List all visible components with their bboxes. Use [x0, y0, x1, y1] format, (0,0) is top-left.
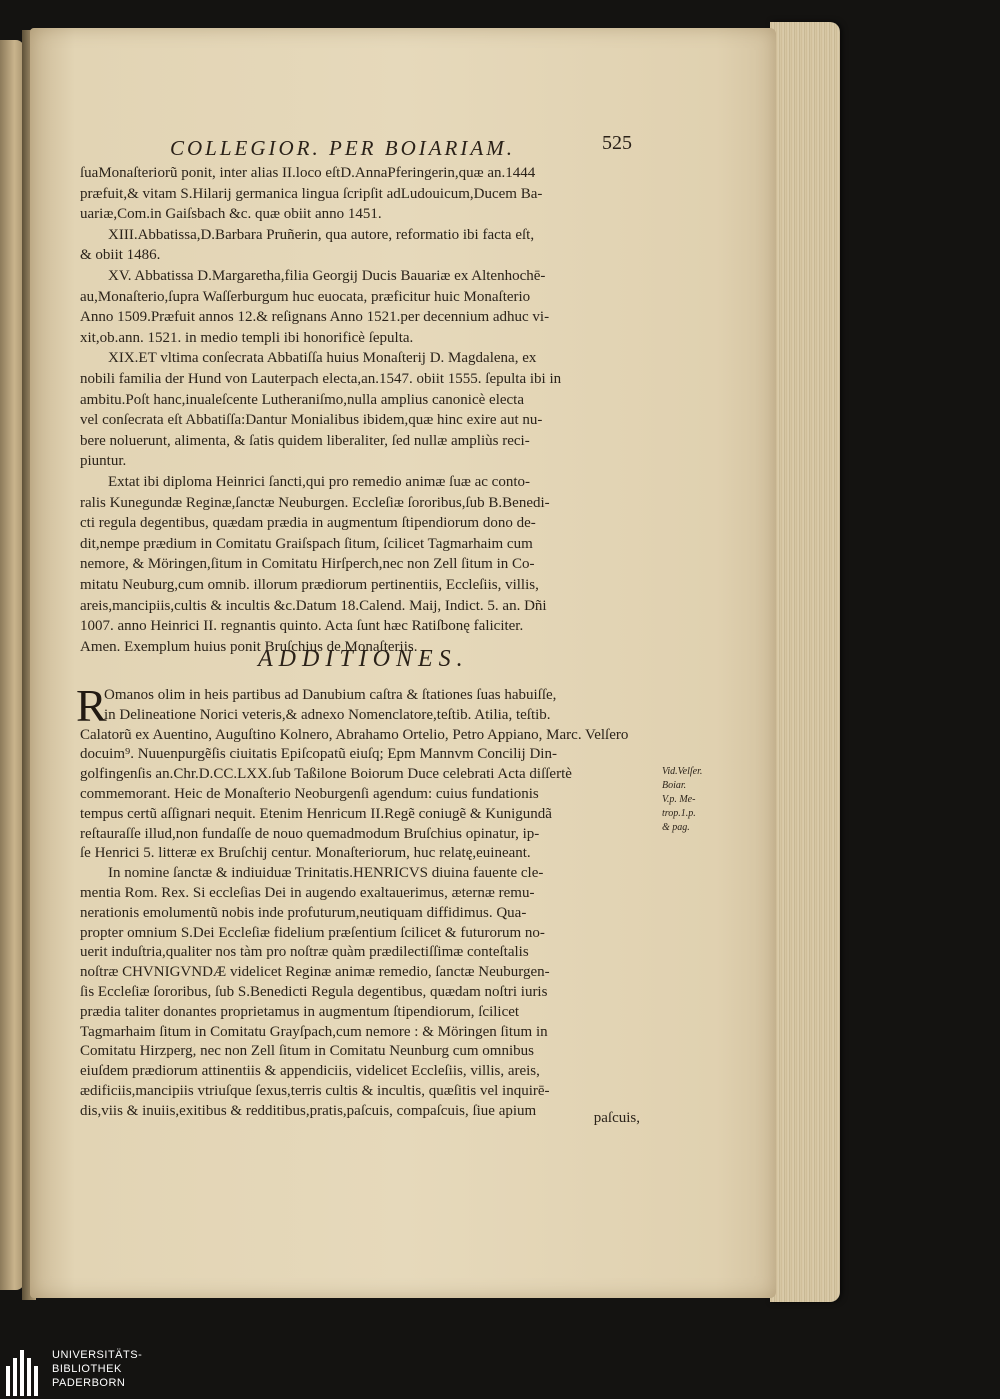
marginal-note: trop.1.p.: [662, 808, 696, 819]
library-name-line1: UNIVERSITÄTS-: [52, 1349, 143, 1361]
marginal-note: & pag.: [662, 822, 690, 833]
additions-line: propter omnium S.Dei Eccleſiæ fidelium præſentium ſcilicet & futurorum no-: [80, 924, 545, 941]
body-line: cti regula degentibus, quædam prædia in augmentum ſtipendiorum dono de-: [80, 515, 536, 532]
additions-line: In nomine ſanctæ & indiuiduæ Trinitatis.HENRICVS diuina fauente cle-: [108, 865, 544, 882]
additions-line: tempus certũ aſſignari nequit. Etenim Henricum II.Regẽ coniugẽ & Kunigundã: [80, 805, 552, 822]
additions-line: in Delineatione Norici veteris,& adnexo Nomenclatore,teſtib. Atilia, teſtib.: [104, 706, 551, 723]
library-name-line2: BIBLIOTHEK: [52, 1363, 122, 1375]
body-line: vel conſecrata eſt Abbatiſſa:Dantur Monialibus ibidem,quæ hinc exire aut nu-: [80, 412, 543, 429]
catchword: paſcuis,: [593, 1110, 640, 1126]
additions-line: dis,viis & inuiis,exitibus & redditibus,pratis,paſcuis, compaſcuis, ſiue apium: [80, 1102, 537, 1119]
body-line: XV. Abbatissa D.Margaretha,filia Georgij Ducis Bauariæ ex Altenhochē-: [108, 268, 546, 284]
additions-line: ſe Henrici 5. litteræ ex Bruſchij centur. Monaſteriorum, huc relatę,euineant.: [80, 845, 531, 862]
body-line: nemore, & Möringen,ſitum in Comitatu Hirſperch,nec non Zell ſitum in Co-: [80, 556, 535, 573]
page-number: 525: [602, 132, 632, 154]
body-line: Amen. Exemplum huius ponit Bruſchius de Monaſteriis.: [80, 638, 418, 655]
body-line: nobili familia der Hund von Lauterpach electa,an.1547. obiit 1555. ſepulta ibi in: [80, 371, 562, 387]
additions-line: noſtræ CHVNIGVNDÆ videlicet Reginæ animæ remedio, ſanctæ Neuburgen-: [80, 964, 550, 981]
page-stack-edge: [770, 22, 840, 1302]
library-logo: [0, 1346, 200, 1399]
additions-line: ædificiis,mancipiis vtriuſque ſexus,terris cultis & incultis, quæſitis vel inquirē-: [80, 1083, 550, 1099]
library-logo-icon: [6, 1350, 40, 1396]
additions-line: uerit induſtria,qualiter nos tàm pro noſtræ quàm prædilectiſſimæ conteſtalis: [80, 944, 529, 961]
body-line: dit,nempe prædium in Comitatu Graiſspach ſitum, ſcilicet Tagmarhaim cum: [80, 535, 533, 552]
body-line: Extat ibi diploma Heinrici ſancti,qui pro remedio animæ ſuæ ac conto-: [108, 474, 530, 490]
body-line: bere noluerunt, alimenta, & ſatis quidem liberaliter, ſed nullæ ampliùs reci-: [80, 432, 530, 449]
additions-line: golfingenſis an.Chr.D.CC.LXX.ſub Taßilone Boiorum Duce celebrati Acta diſſertè: [80, 766, 572, 783]
body-line: xit,ob.ann. 1521. in medio templi ibi honorificè ſepulta.: [80, 329, 414, 346]
body-line: præfuit,& vitam S.Hilarij germanica lingua ſcripſit adLudouicum,Ducem Ba-: [80, 185, 543, 202]
body-line: ralis Kunegundæ Reginæ,ſanctæ Neuburgen. Eccleſiæ ſororibus,ſub B.Benedi-: [80, 494, 550, 511]
drop-cap: R: [76, 680, 107, 731]
additions-line: prædia taliter donantes proprietamus in augmentum ſtipendiorum, ſcilicet: [80, 1003, 520, 1020]
body-line: au,Monaſterio,ſupra Waſſerburgum huc euocata, præficitur huic Monaſterio: [80, 288, 531, 305]
additions-line: reſtauraſſe illud,non fundaſſe de nouo quemadmodum Bruſchius opinatur, ip-: [80, 825, 540, 842]
body-line: & obiit 1486.: [80, 247, 161, 264]
additions-line: eiuſdem prædiorum attinentiis & appendiciis, videlicet Eccleſiis, villis, areis,: [80, 1063, 540, 1080]
marginal-note: V.p. Me-: [662, 794, 696, 805]
marginal-note: Vid.Velſer.: [662, 766, 703, 777]
body-line: ambitu.Poſt hanc,inualeſcente Lutheraniſmo,nulla amplius canonicè electa: [80, 391, 525, 408]
additions-line: ſis Eccleſiæ ſororibus, ſub S.Benedicti Regula degentibus, quædam noſtri iuris: [80, 984, 548, 1000]
body-line: piuntur.: [80, 453, 127, 470]
body-line: uariæ,Com.in Gaiſsbach &c. quæ obiit anno 1451.: [80, 206, 382, 223]
body-line: XIII.Abbatissa,D.Barbara Pruñerin, qua autore, reformatio ibi facta eſt,: [108, 226, 535, 243]
section-title: ADDITIONES.: [258, 646, 469, 672]
body-line: XIX.ET vltima conſecrata Abbatiſſa huius Monaſterij D. Magdalena, ex: [108, 350, 537, 367]
body-line: mitatu Neuburg,cum omnib. illorum prædiorum pertinentiis, Eccleſiis, villis,: [80, 577, 539, 593]
additions-line: commemorant. Heic de Monaſterio Neoburgenſi agendum: cuius fundationis: [80, 786, 539, 802]
additions-line: Omanos olim in heis partibus ad Danubium caſtra & ſtationes ſuas habuiſſe,: [104, 687, 557, 703]
body-line: Anno 1509.Præfuit annos 12.& reſignans Anno 1521.per decennium adhuc vi-: [80, 309, 550, 326]
left-page-edge: [0, 40, 24, 1290]
additions-line: mentia Rom. Rex. Si eccleſias Dei in augendo exaltauerimus, æternæ remu-: [80, 885, 535, 901]
additions-line: nerationis emolumentũ nobis inde profuturum,neutiquam diffidimus. Qua-: [80, 904, 527, 921]
body-line: ſuaMonaſteriorũ ponit, inter alias II.loco eſtD.AnnaPferingerin,quæ an.1444: [80, 165, 536, 181]
body-line: 1007. anno Heinrici II. regnantis quinto. Acta ſunt hæc Ratiſbonę faliciter.: [80, 618, 524, 635]
body-line: areis,mancipiis,cultis & incultis &c.Datum 18.Calend. Maij, Indict. 5. an. Dñi: [80, 597, 547, 614]
additions-line: Calatorũ ex Auentino, Auguſtino Kolnero, Abrahamo Ortelio, Petro Appiano, Marc. Velſero: [80, 726, 629, 743]
additions-line: docuim⁹. Nuuenpurgẽſis ciuitatis Epiſcopatũ eiuſq; Epm Mannvm Concilij Din-: [80, 746, 557, 763]
running-head: COLLEGIOR. PER BOIARIAM.: [170, 136, 515, 160]
additions-line: Tagmarhaim ſitum in Comitatu Grayſpach,cum nemore : & Möringen ſitum in: [80, 1023, 548, 1040]
additions-line: Comitatu Hirzperg, nec non Zell ſitum in Comitatu Neunburg cum omnibus: [80, 1043, 534, 1060]
marginal-note: Boiar.: [662, 780, 687, 791]
library-name-line3: PADERBORN: [52, 1377, 126, 1389]
